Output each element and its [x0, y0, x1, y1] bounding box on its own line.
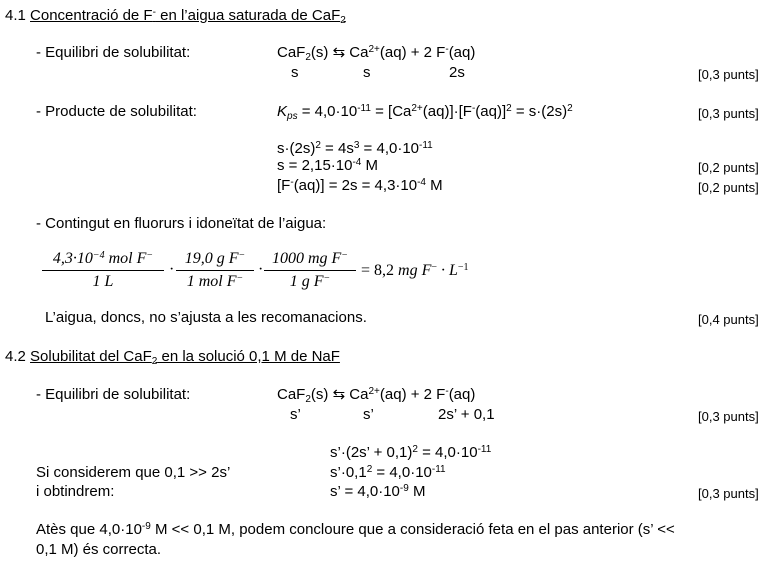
- points-label: [0,3 punts]: [698, 409, 759, 424]
- final-conclusion-line-1: Atès que $4,0\cdot 10^{-9}$ M << 0,1 M, podem concloure que a consideració feta en el pas anterior (s’ <<: [36, 520, 675, 538]
- stoich-s-caf2: s: [291, 64, 299, 81]
- fraction-grams-per-mole: 19,0 g F− 1 mol F−: [176, 250, 254, 291]
- points-label: [0,3 punts]: [698, 106, 759, 121]
- solubility-equilibrium-equation: CaF$_2$(s) ⇆ $Ca^{2+}(aq) + 2$ F-(aq): [277, 385, 476, 405]
- calc-line-3: s’ = $4,0\cdot 10^{-9}$ M: [330, 482, 426, 500]
- solubility-equilibrium-equation: CaF$_2$(s) ⇆ $Ca^{2+}(aq) + 2$ F-(aq): [277, 43, 476, 63]
- points-label: [0,3 punts]: [698, 67, 759, 82]
- section-4-1-heading: [5, 7, 346, 24]
- calc-line-2: $s = 2,15\cdot 10^{-4}$ M: [277, 156, 379, 174]
- conversion-result: = 8,2 mg $F^- \cdot L^{-1}$: [361, 261, 469, 279]
- points-label: [0,2 punts]: [698, 160, 759, 175]
- conclusion-text: L’aigua, doncs, no s’ajusta a les recomanacions.: [45, 309, 367, 326]
- calc-line-3: $[F^-(aq)] = 2s = 4,3\cdot 10^{-4}$ M: [277, 176, 443, 194]
- calc-line-2: $s’\cdot 0,1^2 = 4,0\cdot 10^{-11}$: [330, 463, 446, 481]
- calc-line-1: s’·(2s’ + $0,1)^2 = 4,0\cdot 10^{-11}$: [330, 443, 492, 461]
- solubility-product-equation: $K_{ps} = 4,0\cdot 10^{-11} = [Ca^{2+}(aq)]\cdot[F^-(aq)]^2 = s\cdot(2s)^2$: [277, 102, 573, 122]
- solubility-product-label: - Producte de solubilitat:: [36, 103, 197, 120]
- section-4-2-heading: [5, 348, 340, 365]
- section-number: 4.2: [5, 348, 26, 365]
- stoich-s-ca: s: [363, 64, 371, 81]
- assumption-text: Si considerem que 0,1 >> 2s’: [36, 464, 231, 481]
- section-number: 4.1: [5, 7, 26, 24]
- multiply-dot: ·: [258, 261, 264, 278]
- solubility-equilibrium-label: - Equilibri de solubilitat:: [36, 386, 191, 403]
- stoich-f: 2s’ + 0,1: [438, 406, 495, 423]
- final-conclusion-line-2: 0,1 M) és correcta.: [36, 541, 162, 558]
- points-label: [0,3 punts]: [698, 486, 759, 501]
- stoich-s-ca: s’: [363, 406, 374, 423]
- multiply-dot: ·: [169, 261, 175, 278]
- solubility-equilibrium-label: - Equilibri de solubilitat:: [36, 44, 191, 61]
- section-title: Solubilitat del CaF$_2$ en la solució 0,1 M de NaF: [30, 348, 340, 367]
- calc-line-1: $s\cdot(2s)^2 = 4s^3 = 4,0\cdot 10^{-11}$: [277, 139, 433, 157]
- result-intro-text: i obtindrem:: [36, 483, 115, 500]
- fluoride-content-label: - Contingut en fluorurs i idoneïtat de l’aigua:: [36, 215, 327, 232]
- points-label: [0,2 punts]: [698, 180, 759, 195]
- stoich-s-caf2: s’: [290, 406, 301, 423]
- points-label: [0,4 punts]: [698, 312, 759, 327]
- fraction-mg-per-gram: $\frac{1000 mg F^-}{1 g F^-}$: [264, 250, 356, 291]
- section-title: Concentració de F- en l’aigua saturada de CaF$_2$: [30, 6, 346, 26]
- fraction-moles-per-liter: $4,3\cdot 10^{-4}$ mol F− 1 L: [42, 250, 164, 291]
- stoich-2s-f: 2s: [449, 64, 465, 81]
